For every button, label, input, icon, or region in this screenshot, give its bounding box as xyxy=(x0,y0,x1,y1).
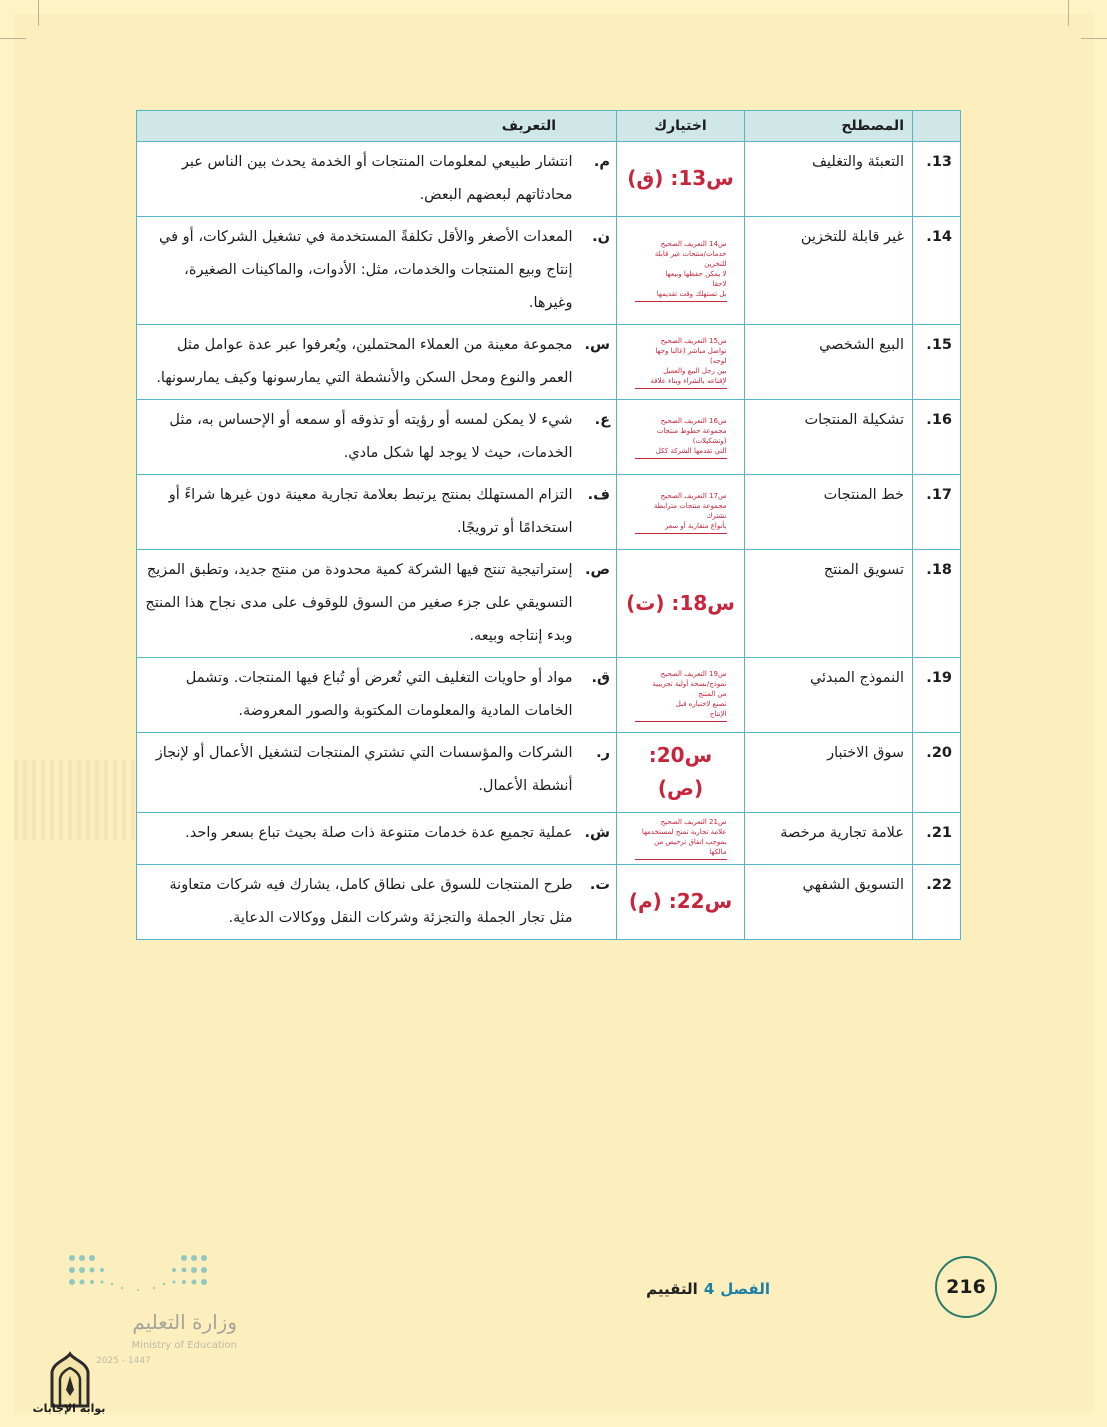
term-text: البيع الشخصي xyxy=(745,325,913,400)
chapter-label xyxy=(620,1280,770,1298)
term-number: 13. xyxy=(913,142,961,217)
answer-cell xyxy=(617,217,745,325)
definition-text: المعدات الأصغر والأقل تكلفةً المستخدمة في تشغيل الشركات، أو في إنتاج وبيع المنتجات والخدمات، مثل: الأدوات، والماكينات الصغيرة، وغيرها. xyxy=(137,217,573,325)
answer-note-line: من المنتج xyxy=(698,689,727,698)
table-row xyxy=(137,550,961,658)
definition-letter: ص. xyxy=(573,550,617,658)
header-definition: التعريف xyxy=(137,111,617,142)
definition-text: التزام المستهلك بمنتج يرتبط بعلامة تجارية معينة دون غيرها شراءً أو استخدامًا أو ترويجًا. xyxy=(137,475,573,550)
answer-note-line: علامة تجارية تمنح لمستخدمها xyxy=(641,828,727,836)
definition-letter: ع. xyxy=(573,400,617,475)
answer-note-line: تواصل مباشر (غالبا وجها xyxy=(655,346,727,355)
answer-handwritten: س13: (ق) xyxy=(627,166,734,190)
term-text: سوق الاختبار xyxy=(745,733,913,813)
definition-text: انتشار طبيعي لمعلومات المنتجات أو الخدمة يحدث بين الناس عبر محادثاتهم لبعضهم البعض. xyxy=(137,142,573,217)
answer-note-line: س21 التعريف الصحيح xyxy=(660,818,727,826)
answer-cell xyxy=(617,475,745,550)
answer-note-line: بين رجل البيع والعميل xyxy=(663,366,727,375)
answer-note-line: مجموعة خطوط منتجات xyxy=(656,426,727,435)
term-number: 16. xyxy=(913,400,961,475)
answer-note-line: لإقناعه بالشراء وبناء علاقة xyxy=(650,376,727,385)
answer-cell xyxy=(617,865,745,940)
answer-cell xyxy=(617,813,745,865)
answer-note-line: مالكها xyxy=(709,848,727,856)
ministry-name-ar: وزارة التعليم xyxy=(132,1310,237,1334)
table-row xyxy=(137,325,961,400)
term-text: التسويق الشفهي xyxy=(745,865,913,940)
faint-watermark xyxy=(14,760,154,840)
definition-letter: ت. xyxy=(573,865,617,940)
answer-cell xyxy=(617,325,745,400)
answer-note xyxy=(635,336,727,389)
crop-mark xyxy=(1068,0,1069,26)
definition-text: مجموعة معينة من العملاء المحتملين، ويُعرفوا عبر عدة عوامل مثل العمر والنوع ومحل السكن والأنشطة التي يمارسونها وكيف يمارسونها. xyxy=(137,325,573,400)
term-text: التعبئة والتغليف xyxy=(745,142,913,217)
definition-text: شيء لا يمكن لمسه أو رؤيته أو تذوقه أو سمعه أو الإحساس به، مثل الخدمات، حيث لا يوجد لها شكل مادي. xyxy=(137,400,573,475)
answer-note-line: س14 التعريف الصحيح xyxy=(660,240,727,248)
page-number: 216 xyxy=(935,1256,997,1318)
answer-note-line: لاحقا xyxy=(712,280,727,288)
section-title: التقييم xyxy=(646,1280,698,1298)
definition-text: إستراتيجية تنتج فيها الشركة كمية محدودة من منتج جديد، وتطبق المزيج التسويقي على جزء صغير من السوق للوقوف على مدى نجاح هذا المنتج وبدء إنتاجه وبيعه. xyxy=(137,550,573,658)
table-row xyxy=(137,658,961,733)
definition-text: طرح المنتجات للسوق على نطاق كامل، يشارك فيه شركات متعاونة مثل تجار الجملة والتجزئة وشركات النقل ووكالات الدعاية. xyxy=(137,865,573,940)
answer-note xyxy=(635,491,727,534)
answer-handwritten: س18: (ت) xyxy=(626,590,735,615)
chapter-number: 4 xyxy=(703,1280,715,1298)
answer-note xyxy=(635,817,727,860)
answer-note-line: خدمات/منتجات غير قابلة xyxy=(654,250,727,258)
edition-year: 2025 - 1447 xyxy=(96,1356,151,1366)
answer-note xyxy=(635,669,727,722)
definition-letter: م. xyxy=(573,142,617,217)
crop-mark xyxy=(0,38,26,39)
term-text: النموذج المبدئي xyxy=(745,658,913,733)
definition-letter: ر. xyxy=(573,733,617,813)
answer-note-line: نموذج/نسخة أولية تجريبية xyxy=(652,679,727,688)
answer-cell xyxy=(617,142,745,217)
term-number: 15. xyxy=(913,325,961,400)
answer-cell xyxy=(617,400,745,475)
definition-letter: ش. xyxy=(573,813,617,865)
table-row xyxy=(137,142,961,217)
answer-note-line: للتخزين xyxy=(704,260,727,268)
ministry-dots-icon xyxy=(64,1250,214,1298)
term-number: 21. xyxy=(913,813,961,865)
answer-note-line: مجموعة منتجات مترابطة xyxy=(653,501,727,510)
table-row xyxy=(137,475,961,550)
term-text: تسويق المنتج xyxy=(745,550,913,658)
term-text: علامة تجارية مرخصة xyxy=(745,813,913,865)
header-term: المصطلح xyxy=(745,111,913,142)
term-text: خط المنتجات xyxy=(745,475,913,550)
term-number: 22. xyxy=(913,865,961,940)
ministry-name-en: Ministry of Education xyxy=(131,1340,237,1351)
answer-note-line: س17 التعريف الصحيح xyxy=(660,491,727,500)
table-row xyxy=(137,865,961,940)
definition-letter: س. xyxy=(573,325,617,400)
answer-note xyxy=(635,416,727,459)
term-text: تشكيلة المنتجات xyxy=(745,400,913,475)
header-choice: اختيارك xyxy=(617,111,745,142)
term-number: 18. xyxy=(913,550,961,658)
header-number xyxy=(913,111,961,142)
table-row xyxy=(137,733,961,813)
table-header-row xyxy=(137,111,961,142)
answer-note-line: بأنواع متقاربة أو سعر xyxy=(665,521,727,530)
crop-mark xyxy=(1081,38,1107,39)
definition-letter: ن. xyxy=(573,217,617,325)
answer-note-line: تصنع لاختباره قبل xyxy=(675,699,727,708)
definition-text: مواد أو حاويات التغليف التي تُعرض أو تُباع فيها المنتجات. وتشمل الخامات المادية والمعلومات المكتوبة والصور المعروضة. xyxy=(137,658,573,733)
crop-mark xyxy=(38,0,39,26)
answer-note-line: الإنتاج xyxy=(709,709,727,718)
answer-note-line: س15 التعريف الصحيح xyxy=(660,336,727,345)
term-number: 14. xyxy=(913,217,961,325)
answer-note-line: س19 التعريف الصحيح xyxy=(660,669,727,678)
table-row xyxy=(137,400,961,475)
answer-note xyxy=(635,239,727,302)
answer-cell xyxy=(617,550,745,658)
answers-portal-name: بوابة الإجابات xyxy=(32,1402,106,1415)
answer-note-line: بموجب اتفاق ترخيص من xyxy=(654,838,727,846)
term-text: غير قابلة للتخزين xyxy=(745,217,913,325)
term-number: 19. xyxy=(913,658,961,733)
definition-text: الشركات والمؤسسات التي تشتري المنتجات لتشغيل الأعمال أو لإنجاز أنشطة الأعمال. xyxy=(137,733,573,813)
term-number: 17. xyxy=(913,475,961,550)
answer-handwritten: س20: (ص) xyxy=(648,743,713,800)
answer-note-line: لا يمكن حفظها وبيعها xyxy=(665,270,727,278)
answer-note-line: تشترك xyxy=(706,511,727,520)
terms-table xyxy=(136,110,961,940)
answer-note-line: (وتشكيلات) xyxy=(692,436,727,445)
term-number: 20. xyxy=(913,733,961,813)
answer-cell xyxy=(617,733,745,813)
answer-note-line: لوجه) xyxy=(709,356,727,365)
answer-note-line: س16 التعريف الصحيح xyxy=(660,416,727,425)
definition-letter: ف. xyxy=(573,475,617,550)
answer-handwritten: س22: (م) xyxy=(628,889,733,913)
answer-cell xyxy=(617,658,745,733)
answer-note-line: بل تستهلك وقت تقديمها xyxy=(656,290,727,298)
ministry-logo xyxy=(40,1250,237,1360)
table-row xyxy=(137,813,961,865)
definition-text: عملية تجميع عدة خدمات متنوعة ذات صلة بحيث تباع بسعر واحد. xyxy=(137,813,573,865)
chapter-word: الفصل xyxy=(720,1280,770,1298)
table-row xyxy=(137,217,961,325)
definition-letter: ق. xyxy=(573,658,617,733)
answer-note-line: التي تقدمها الشركة ككل xyxy=(655,446,727,455)
